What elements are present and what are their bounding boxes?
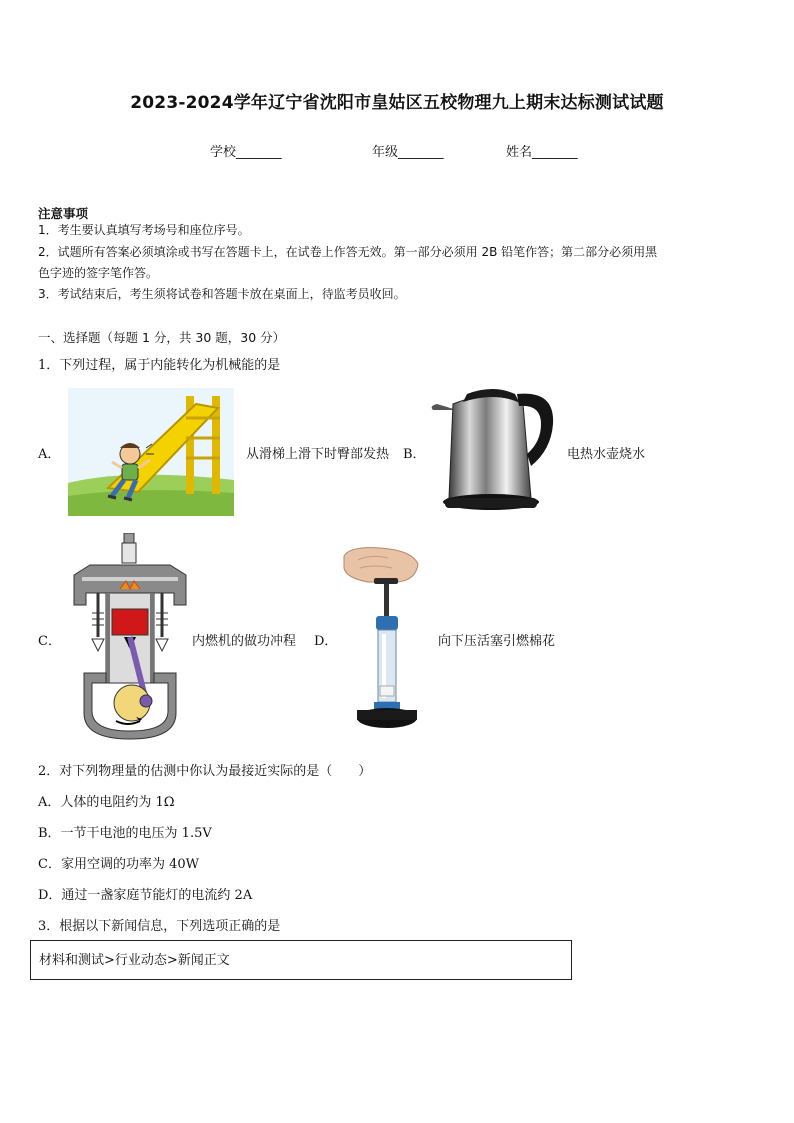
q2-stem: 2．对下列物理量的估测中你认为最接近实际的是（ ）	[38, 764, 372, 779]
grade-field: 年级_______	[372, 145, 444, 160]
q2-option-a: A．人体的电阻约为 1Ω	[38, 795, 175, 810]
engine-power-stroke-diagram	[70, 533, 190, 743]
q1-option-d-text: 向下压活塞引燃棉花	[438, 634, 556, 649]
slide-child-illustration	[68, 388, 234, 516]
q1-option-a-text: 从滑梯上滑下时臀部发热	[246, 447, 390, 462]
q1-option-a-label: A．	[38, 447, 61, 462]
q1-stem: 1．下列过程，属于内能转化为机械能的是	[38, 358, 281, 373]
q3-stem: 3．根据以下新闻信息，下列选项正确的是	[38, 919, 281, 934]
q2-option-c: C．家用空调的功率为 40W	[38, 857, 199, 872]
school-field: 学校_______	[210, 145, 282, 160]
page-title: 2023-2024学年辽宁省沈阳市皇姑区五校物理九上期末达标测试试题	[130, 93, 664, 113]
q1-option-b-text: 电热水壶烧水	[567, 447, 646, 462]
electric-kettle-photo	[427, 380, 559, 520]
q2-option-b: B．一节干电池的电压为 1.5V	[38, 826, 212, 841]
q1-option-c-label: C．	[38, 634, 61, 649]
section-title: 一、选择题（每题 1 分，共 30 题，30 分）	[38, 330, 286, 345]
note-2-cont: 色字迹的签字笔作答。	[38, 266, 159, 280]
q1-option-c-text: 内燃机的做功冲程	[192, 634, 297, 649]
q1-option-d-label: D．	[314, 634, 338, 649]
notes-heading: 注意事项	[38, 206, 89, 221]
note-1: 1．考生要认真填写考场号和座位序号。	[38, 223, 250, 237]
q1-option-b-label: B．	[403, 447, 426, 462]
news-breadcrumb-box: 材料和测试>行业动态>新闻正文	[30, 940, 572, 980]
q2-option-d: D．通过一盏家庭节能灯的电流约 2A	[38, 888, 253, 903]
name-field: 姓名_______	[506, 145, 578, 160]
note-3: 3．考试结束后，考生须将试卷和答题卡放在桌面上，待监考员收回。	[38, 287, 406, 301]
fire-syringe-photo	[340, 546, 436, 732]
note-2: 2．试题所有答案必须填涂或书写在答题卡上，在试卷上作答无效。第一部分必须用 2B 铅笔作答；第二部分必须用黑	[38, 245, 658, 259]
